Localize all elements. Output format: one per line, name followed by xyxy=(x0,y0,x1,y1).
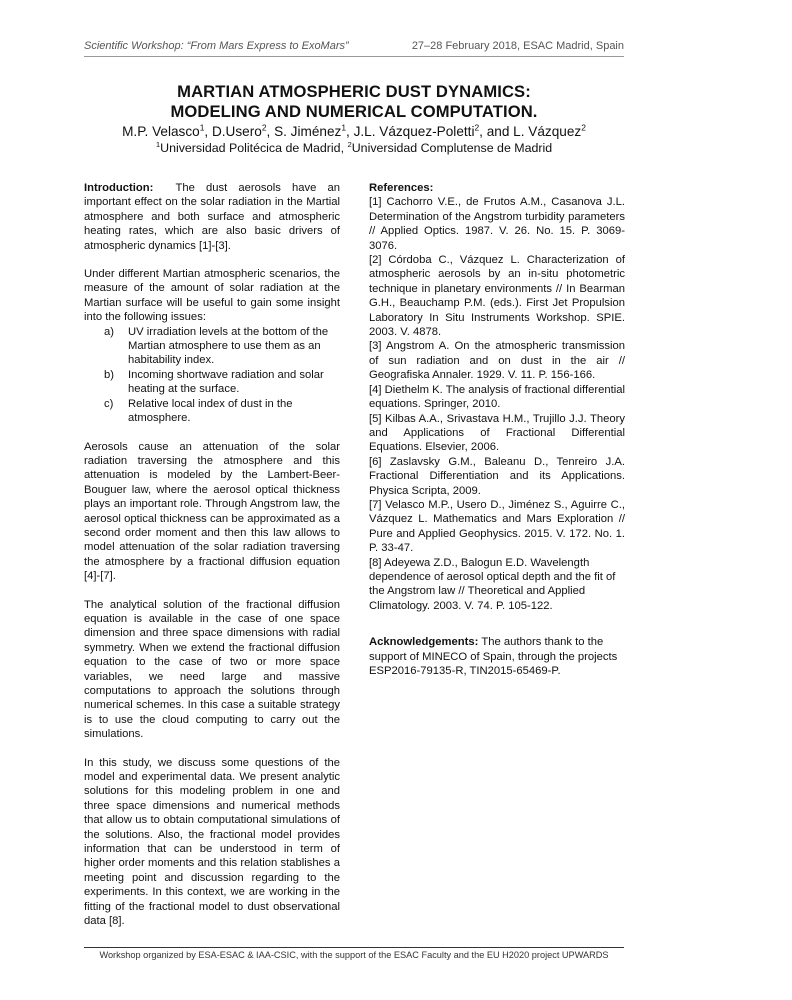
author-name: S. Jiménez xyxy=(274,124,342,139)
body-paragraph: In this study, we discuss some questions of the model and experimental data. We present analytic solutions for this modeling problem in one and three space dimensions and numerical methods that allow us to obtain computational simulations of the solutions. Also, the fractional model provides information that can be understood in term of higher order moments and this relation stablishes a meeting point and discussion regarding to the experiments. In this context, we are working in the fitting of the fractional model to dust observational data [8]. xyxy=(84,756,340,928)
body-paragraph: The analytical solution of the fractional diffusion equation is available in the case of one space dimension and three space dimensions with radial symmetry. When we extend the fractional diffusion equation to the case of two or more space variables, we need large and massive computations to approach the solutions through numerical schemes. In this case a suitable strategy is to use the cloud computing to carry out the simulations. xyxy=(84,598,340,741)
author-list xyxy=(84,123,624,140)
acknowledgements-heading: Acknowledgements: xyxy=(369,636,479,649)
author-name: D.Usero xyxy=(211,124,262,139)
reference-item: [3] Angstrom A. On the atmospheric transmission of sun radiation and on dust in the air // Geografiska Annaler. 1929. V. 11. P. 156-166. xyxy=(369,340,625,382)
list-marker: b) xyxy=(104,368,115,381)
reference-item: [2] Córdoba C., Vázquez L. Characterization of atmospheric aerosols by an in-situ photometric technique in planetary environments // In Bearman G.H., Beauchamp P.M. (eds.). First Jet Propulsion Laboratory In Situ Instruments Workshop. SPIE. 2003. V. 4878. xyxy=(369,254,625,339)
paper-title xyxy=(84,82,624,122)
workshop-name: Scientific Workshop: “From Mars Express to ExoMars” xyxy=(84,40,349,52)
introduction-text: The dust aerosols have an important effect on the solar radiation in the Martial atmosphere and both surface and atmospheric heating rates, which are also basic drivers of atmospheric dynamics [1]-[3]. xyxy=(84,182,340,252)
list-item xyxy=(104,325,340,368)
acknowledgements-paragraph xyxy=(369,635,625,678)
author-separator: , xyxy=(266,124,275,139)
header-divider xyxy=(84,56,624,57)
footer-divider xyxy=(84,947,624,948)
affiliation-mark: 2 xyxy=(261,122,267,133)
introduction-paragraph xyxy=(84,181,340,253)
list-item-text: Relative local index of dust in the atmosphere. xyxy=(128,397,293,425)
left-column xyxy=(84,181,340,929)
body-paragraph: Under different Martian atmospheric scenarios, the measure of the amount of solar radiation at the Martian surface will be useful to gain some insight into the following issues: xyxy=(84,268,340,324)
reference-item: [7] Velasco M.P., Usero D., Jiménez S., Aguirre C., Vázquez L. Mathematics and Mars Exploration // Pure and Applied Geophysics. 2015. V. 172. No. 1. P. 33-47. xyxy=(369,498,625,555)
affiliation-mark: 1 xyxy=(341,122,346,133)
right-column xyxy=(369,181,625,678)
affiliation-2: Universidad Complutense de Madrid xyxy=(351,141,553,155)
page-footer: Workshop organized by ESA-ESAC & IAA-CSIC, with the support of the ESAC Faculty and the EU H2020 project UPWARDS xyxy=(99,950,609,960)
author-separator: , xyxy=(346,124,354,139)
title-block xyxy=(84,82,624,156)
author-name: M.P. Velasco xyxy=(122,124,200,139)
affiliation-mark: 1 xyxy=(199,122,205,133)
reference-item: [1] Cachorro V.E., de Frutos A.M., Casanova J.L. Determination of the Angstrom turbidity parameters // Applied Optics. 1987. V. 26. No. 15. P. 3069-3076. xyxy=(369,196,625,252)
paper-title-line-1: MARTIAN ATMOSPHERIC DUST DYNAMICS: xyxy=(177,82,531,101)
references-heading: References: xyxy=(369,182,434,194)
list-marker: a) xyxy=(104,325,115,338)
reference-item: [8] Adeyewa Z.D., Balogun E.D. Wavelength dependence of aerosol optical depth and the fit of the Angstrom law // Theoretical and Applied Climatology. 2003. V. 74. P. 105-122. xyxy=(369,556,616,612)
issues-list xyxy=(84,325,340,426)
reference-item: [5] Kilbas A.A., Srivastava H.M., Trujillo J.J. Theory and Applications of Fractional Differential Equations. Elsevier, 2006. xyxy=(369,412,625,454)
author-name: and L. Vázquez xyxy=(486,124,582,139)
affiliation-1: Universidad Politécica de Madrid, xyxy=(160,141,348,155)
paper-title-line-2: MODELING AND NUMERICAL COMPUTATION. xyxy=(170,102,538,121)
introduction-heading: Introduction: xyxy=(84,182,154,194)
list-item-text: Incoming shortwave radiation and solar heating at the surface. xyxy=(128,368,324,396)
list-item xyxy=(104,397,340,426)
reference-item: [4] Diethelm K. The analysis of fractional differential equations. Springer, 2010. xyxy=(369,383,625,411)
affiliation-mark: 2 xyxy=(474,122,480,133)
affiliation-mark: 2 xyxy=(347,139,352,149)
acknowledgements-text: The authors thank to the support of MINECO of Spain, through the projects ESP2016-79135-R, TIN2015-65469-P. xyxy=(369,636,618,677)
author-separator: , xyxy=(479,124,487,139)
author-name: J.L. Vázquez-Poletti xyxy=(353,124,475,139)
list-marker: c) xyxy=(104,397,114,410)
affiliations xyxy=(84,140,624,156)
body-paragraph: Aerosols cause an attenuation of the solar radiation traversing the atmosphere and this attenuation is modeled by the Lambert-Beer-Bouguer law, where the aerosol optical thickness plays an important role. Through Angstrom law, the aerosol optical thickness can be approximated as a second order moment and then this law allows to model attenuation of the solar radiation traversing the atmosphere by a fractional diffusion equation [4]-[7]. xyxy=(84,440,340,583)
workshop-date-location: 27–28 February 2018, ESAC Madrid, Spain xyxy=(411,40,624,52)
list-item-text: UV irradiation levels at the bottom of the Martian atmosphere to use them as an habitability index. xyxy=(128,325,329,367)
affiliation-mark: 1 xyxy=(155,139,161,149)
author-separator: , xyxy=(204,124,212,139)
list-item xyxy=(104,368,340,397)
affiliation-mark: 2 xyxy=(581,122,586,133)
reference-item: [6] Zaslavsky G.M., Baleanu D., Tenreiro J.A. Fractional Differentiation and its Applications. Physica Scripta, 2009. xyxy=(369,455,625,497)
